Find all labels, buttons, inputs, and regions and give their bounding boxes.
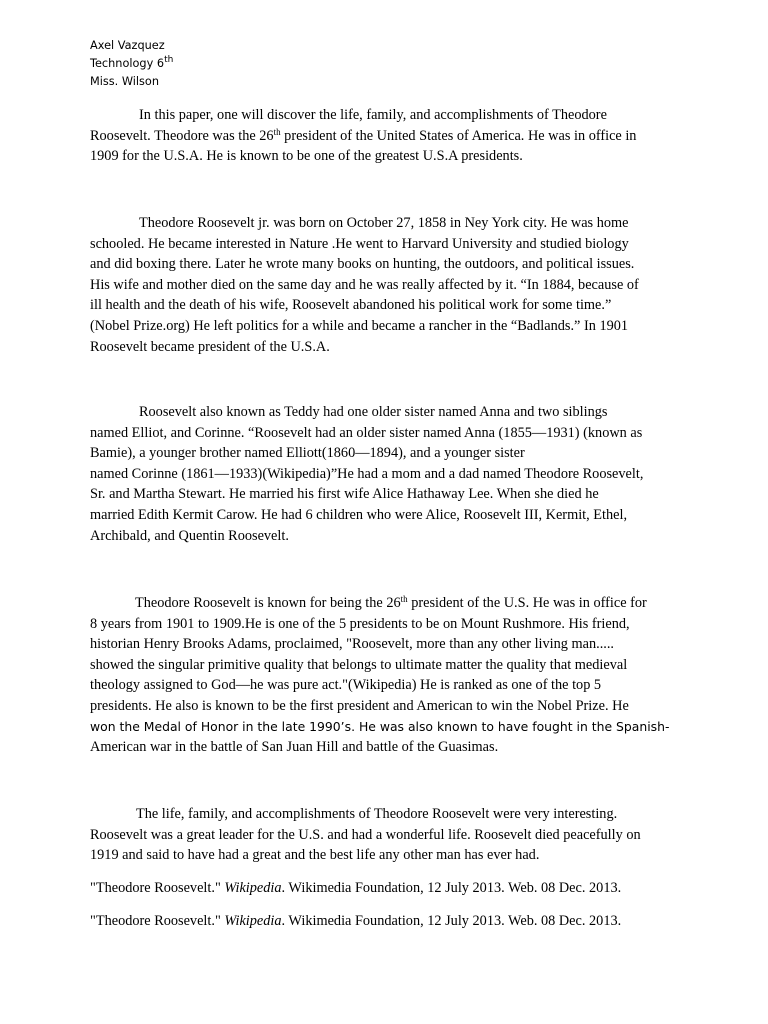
text-segment: president of the U.S. He was in office for bbox=[407, 595, 647, 611]
text-line bbox=[90, 593, 678, 614]
text-segment: president of the United States of America. He was in office in bbox=[280, 127, 637, 144]
document-header bbox=[90, 37, 173, 91]
text-line: Archibald, and Quentin Roosevelt. bbox=[90, 527, 289, 544]
text-line bbox=[90, 126, 678, 147]
student-name: Axel Vazquez bbox=[90, 39, 165, 52]
text-line: 8 years from 1901 to 1909.He is one of the 5 presidents to be on Mount Rushmore. His friend, bbox=[90, 615, 630, 632]
paragraph-early-life bbox=[90, 213, 678, 357]
text-line: Roosevelt was a great leader for the U.S. and had a wonderful life. Roosevelt died peacefully on bbox=[90, 826, 641, 843]
class-name-text: Technology 6 bbox=[90, 57, 165, 70]
text-line: His wife and mother died on the same day and he was really affected by it. “In 1884, because of bbox=[90, 276, 639, 293]
text-line: named Corinne (1861—1933)(Wikipedia)”He had a mom and a dad named Theodore Roosevelt, bbox=[90, 465, 644, 482]
text-line: In this paper, one will discover the life, family, and accomplishments of Theodore bbox=[139, 107, 607, 123]
text-line: won the Medal of Honor in the late 1990’s. He was also known to have fought in the Spanish- bbox=[90, 718, 670, 734]
text-line: Roosevelt also known as Teddy had one older sister named Anna and two siblings bbox=[139, 404, 608, 420]
text-line: 1919 and said to have had a great and the best life any other man has ever had. bbox=[90, 847, 540, 864]
citation bbox=[90, 911, 621, 931]
citation-source: Wikipedia bbox=[224, 913, 282, 929]
text-line: (Nobel Prize.org) He left politics for a while and became a rancher in the “Badlands.” In 1901 bbox=[90, 317, 629, 334]
teacher-name: Miss. Wilson bbox=[90, 75, 159, 88]
citation-title: "Theodore Roosevelt." bbox=[90, 913, 225, 929]
paragraph-accomplishments bbox=[90, 593, 678, 758]
paragraph-intro bbox=[90, 105, 678, 167]
paragraph-family bbox=[90, 402, 678, 546]
text-line: historian Henry Brooks Adams, proclaimed, "Roosevelt, more than any other living man..... bbox=[90, 636, 615, 653]
text-line: married Edith Kermit Carow. He had 6 children who were Alice, Roosevelt III, Kermit, Ethel, bbox=[90, 506, 628, 523]
text-line: ill health and the death of his wife, Roosevelt abandoned his political work for some time.” bbox=[90, 297, 612, 314]
text-segment: Theodore Roosevelt is known for being the 26 bbox=[135, 595, 401, 611]
text-line: Roosevelt became president of the U.S.A. bbox=[90, 338, 330, 355]
ordinal-superscript: th bbox=[273, 126, 281, 137]
citation-details: . Wikimedia Foundation, 12 July 2013. Web. 08 Dec. 2013. bbox=[281, 913, 622, 929]
text-line: Bamie), a younger brother named Elliott(1860—1894), and a younger sister bbox=[90, 445, 525, 462]
text-line: schooled. He became interested in Nature .He went to Harvard University and studied biology bbox=[90, 235, 629, 252]
text-segment: Roosevelt. Theodore was the 26 bbox=[90, 127, 274, 144]
citation-source: Wikipedia bbox=[224, 880, 282, 896]
text-line: Sr. and Martha Stewart. He married his first wife Alice Hathaway Lee. When she died he bbox=[90, 486, 599, 503]
text-line: American war in the battle of San Juan Hill and battle of the Guasimas. bbox=[90, 739, 499, 756]
ordinal-superscript: th bbox=[400, 594, 408, 604]
text-line: theology assigned to God—he was pure act."(Wikipedia) He is ranked as one of the top 5 bbox=[90, 677, 602, 694]
text-line: The life, family, and accomplishments of Theodore Roosevelt were very interesting. bbox=[136, 806, 618, 822]
text-line: named Elliot, and Corinne. “Roosevelt had an older sister named Anna (1855—1931) (known as bbox=[90, 424, 643, 441]
text-line: Theodore Roosevelt jr. was born on October 27, 1858 in Ney York city. He was home bbox=[139, 215, 629, 231]
citation-details: . Wikimedia Foundation, 12 July 2013. Web. 08 Dec. 2013. bbox=[281, 880, 622, 896]
class-name-superscript: th bbox=[164, 55, 174, 65]
text-line: showed the singular primitive quality that belongs to ultimate matter the quality that medieval bbox=[90, 656, 628, 673]
text-line: 1909 for the U.S.A. He is known to be one of the greatest U.S.A presidents. bbox=[90, 148, 523, 165]
citation-title: "Theodore Roosevelt." bbox=[90, 880, 225, 896]
citation bbox=[90, 878, 621, 898]
text-line: presidents. He also is known to be the first president and American to win the Nobel Prize. He bbox=[90, 697, 629, 714]
text-line: and did boxing there. Later he wrote many books on hunting, the outdoors, and political issues. bbox=[90, 256, 635, 273]
paragraph-conclusion bbox=[90, 804, 678, 866]
class-name bbox=[90, 55, 173, 73]
